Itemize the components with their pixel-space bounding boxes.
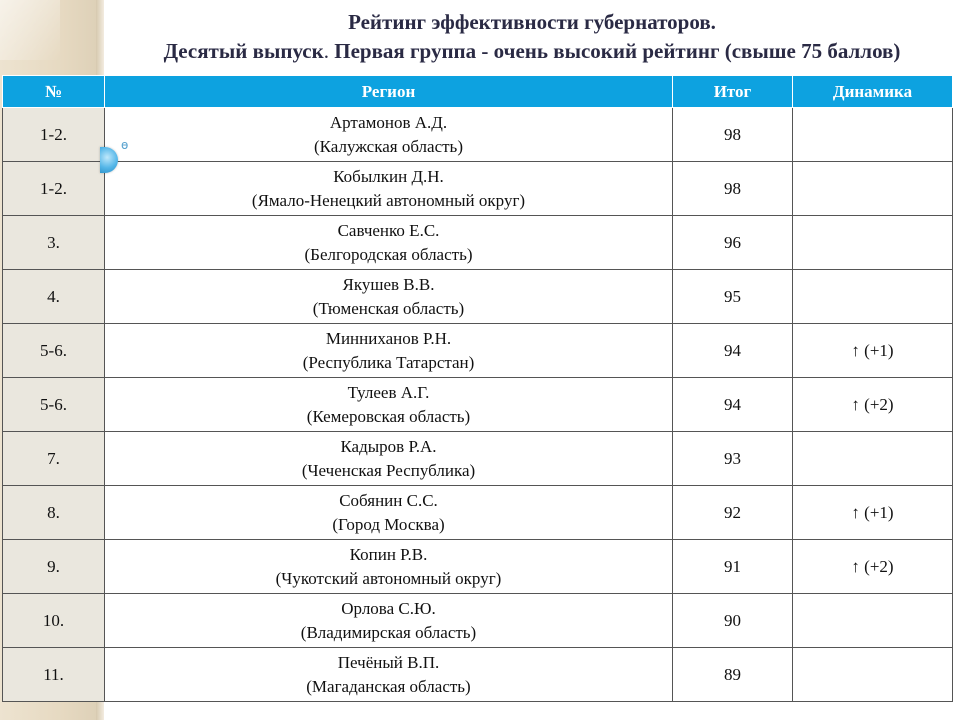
governor-name: Орлова С.Ю. — [341, 598, 436, 618]
cell-rank: 5-6. — [3, 378, 105, 432]
cell-dynamics — [793, 270, 953, 324]
cell-rank: 10. — [3, 594, 105, 648]
title-issue: Десятый выпуск — [163, 39, 324, 63]
region-name: (Кемеровская область) — [306, 406, 471, 426]
governor-name: Минниханов Р.Н. — [325, 328, 452, 348]
cell-rank: 7. — [3, 432, 105, 486]
table-row — [3, 108, 953, 162]
cell-rank: 5-6. — [3, 324, 105, 378]
cell-region — [105, 324, 673, 378]
cell-region — [105, 432, 673, 486]
cell-dynamics: ↑ (+2) — [793, 540, 953, 594]
cell-region — [105, 378, 673, 432]
table-row — [3, 162, 953, 216]
table-row — [3, 324, 953, 378]
header-dynamics: Динамика — [793, 76, 953, 108]
title-line-2 — [104, 36, 960, 66]
slide-corner-decoration — [0, 0, 60, 60]
cell-dynamics: ↑ (+1) — [793, 324, 953, 378]
cell-score: 91 — [673, 540, 793, 594]
region-name: (Ямало-Ненецкий автономный округ) — [251, 190, 526, 210]
table-row — [3, 216, 953, 270]
cell-dynamics — [793, 216, 953, 270]
cell-region — [105, 270, 673, 324]
title-separator: . — [323, 39, 329, 63]
cell-dynamics — [793, 108, 953, 162]
cell-score: 96 — [673, 216, 793, 270]
cell-dynamics: ↑ (+1) — [793, 486, 953, 540]
header-score: Итог — [673, 76, 793, 108]
region-name: (Республика Татарстан) — [302, 352, 475, 372]
cell-region — [105, 216, 673, 270]
region-name: (Калужская область) — [314, 136, 463, 156]
region-name: (Город Москва) — [332, 514, 445, 534]
governor-name: Артамонов А.Д. — [329, 112, 448, 132]
cell-rank: 1-2. — [3, 162, 105, 216]
cell-rank: 1-2. — [3, 108, 105, 162]
cell-score: 89 — [673, 648, 793, 702]
governor-name: Кобылкин Д.Н. — [333, 166, 444, 186]
cell-dynamics — [793, 162, 953, 216]
table-row — [3, 378, 953, 432]
header-num: № — [3, 76, 105, 108]
page-title — [104, 8, 960, 66]
cell-rank: 3. — [3, 216, 105, 270]
cell-score: 98 — [673, 162, 793, 216]
cell-dynamics — [793, 432, 953, 486]
cell-rank: 8. — [3, 486, 105, 540]
table-row — [3, 432, 953, 486]
cell-rank: 11. — [3, 648, 105, 702]
cell-region — [105, 594, 673, 648]
governor-name: Тулеев А.Г. — [347, 382, 430, 402]
table-row — [3, 270, 953, 324]
cell-rank: 9. — [3, 540, 105, 594]
region-name: (Белгородская область) — [304, 244, 473, 264]
region-name: (Тюменская область) — [312, 298, 465, 318]
table-row — [3, 486, 953, 540]
table-row — [3, 540, 953, 594]
cell-region — [105, 648, 673, 702]
cell-region — [105, 108, 673, 162]
cell-rank: 4. — [3, 270, 105, 324]
cell-score: 94 — [673, 324, 793, 378]
governor-name: Якушев В.В. — [342, 274, 435, 294]
slide-nav-button-icon: ɵ — [121, 138, 129, 152]
rating-table — [2, 75, 953, 702]
cell-region — [105, 540, 673, 594]
region-name: (Чукотский автономный округ) — [275, 568, 502, 588]
cell-dynamics — [793, 648, 953, 702]
cell-region — [105, 162, 673, 216]
governor-name: Печёный В.П. — [337, 652, 440, 672]
header-region: Регион — [105, 76, 673, 108]
cell-score: 93 — [673, 432, 793, 486]
cell-score: 95 — [673, 270, 793, 324]
governor-name: Копин Р.В. — [349, 544, 428, 564]
title-group: Первая группа - очень высокий рейтинг (свыше 75 баллов) — [328, 39, 901, 63]
cell-region — [105, 486, 673, 540]
governor-name: Савченко Е.С. — [337, 220, 440, 240]
title-line-1: Рейтинг эффективности губернаторов. — [348, 10, 716, 34]
table-body — [3, 108, 953, 702]
region-name: (Чеченская Республика) — [301, 460, 476, 480]
cell-dynamics — [793, 594, 953, 648]
region-name: (Владимирская область) — [300, 622, 477, 642]
table-row — [3, 648, 953, 702]
cell-score: 94 — [673, 378, 793, 432]
governor-name: Собянин С.С. — [339, 490, 438, 510]
cell-score: 98 — [673, 108, 793, 162]
table-row — [3, 594, 953, 648]
region-name: (Магаданская область) — [306, 676, 471, 696]
governor-name: Кадыров Р.А. — [340, 436, 437, 456]
cell-dynamics: ↑ (+2) — [793, 378, 953, 432]
cell-score: 90 — [673, 594, 793, 648]
cell-score: 92 — [673, 486, 793, 540]
table-header-row — [3, 76, 953, 108]
